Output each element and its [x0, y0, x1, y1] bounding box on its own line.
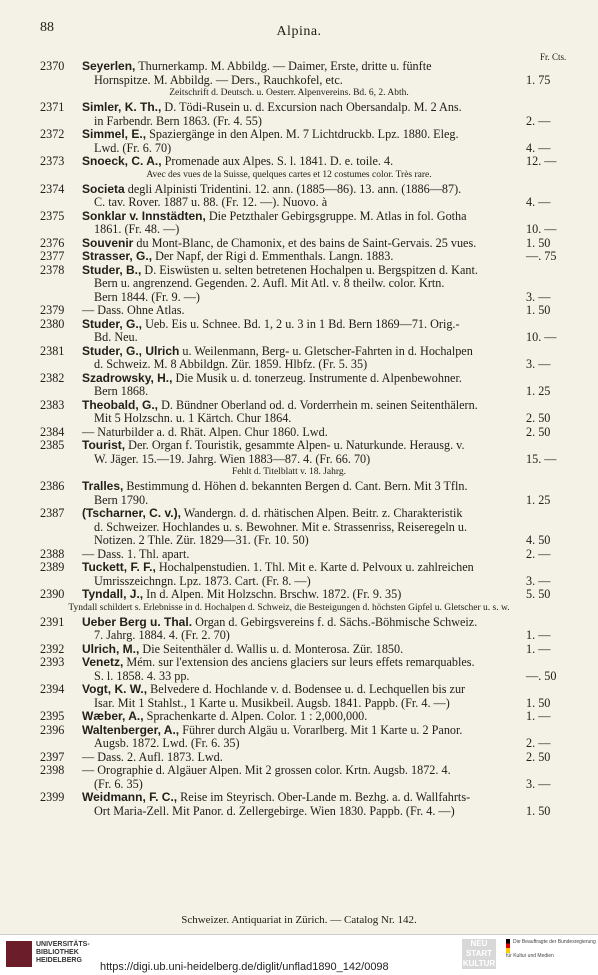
entry-line: (Fr. 6. 35): [94, 776, 143, 791]
flag-icon: [506, 939, 510, 953]
entry-price: 1. 25: [526, 492, 551, 507]
viewer-footer-bar: [0, 934, 598, 975]
bkm-logo: [506, 939, 596, 969]
entry-line: Theobald, G., D. Bündner Oberland od. d. Vorderrhein m. seinen Seitenthälern.: [82, 397, 478, 412]
entry-number: 2383: [40, 397, 65, 412]
entry-text: [82, 507, 532, 548]
catalog-entry: [0, 155, 598, 169]
entry-note: Zeitschrift d. Deutsch. u. Oesterr. Alpenvereins. Bd. 6, 2. Abth.: [169, 88, 409, 98]
neustart-kultur-logo: NEU START KULTUR: [462, 939, 496, 968]
catalog-entry: [0, 101, 598, 128]
catalog-entry: [0, 683, 598, 710]
entry-line: Simler, K. Th., D. Tödi-Rusein u. d. Excursion nach Obersandalp. M. 2 Ans.: [82, 100, 462, 114]
catalog-entry: [0, 643, 598, 657]
currency-label: Fr. Cts.: [540, 52, 567, 62]
catalog-entry: [0, 60, 598, 87]
bkm-text: Die Beauftragte der Bundesregierung für Kultur und Medien: [506, 939, 596, 959]
entry-price: —. 75: [526, 249, 557, 263]
entry-author: Studer, G.,: [82, 316, 143, 331]
entry-number: 2388: [40, 546, 65, 561]
entry-author: Weidmann, F. C.,: [82, 790, 178, 804]
entry-number: 2372: [40, 127, 65, 141]
entry-line: — Dass. 1. Thl. apart.: [82, 546, 190, 561]
entry-line: W. Jäger. 15.—19. Jahrg. Wien 1883—87. 4. (Fr. 66. 70): [94, 451, 371, 466]
entry-text: [82, 426, 532, 440]
entry-number: 2392: [40, 641, 65, 656]
entry-price: 3. —: [526, 573, 551, 588]
catalog-entry: [0, 656, 598, 683]
entry-line: Studer, G., Ulrich u. Weilenmann, Berg- u. Gletscher-Fahrten in d. Hochalpen: [82, 343, 473, 358]
entry-line: Tralles, Bestimmung d. Höhen d. bekannten Bergen d. Cant. Bern. Mit 3 Tfln.: [82, 479, 468, 493]
library-logo-icon: [6, 941, 32, 967]
entry-author: Tyndall, J.,: [82, 587, 144, 601]
entry-author: Snoeck, C. A.,: [82, 154, 162, 168]
entry-author: Szadrowsky, H.,: [82, 370, 173, 385]
entry-number: 2375: [40, 208, 65, 223]
entry-line: Lwd. (Fr. 6. 70): [94, 140, 172, 155]
entry-number: 2386: [40, 479, 65, 493]
entry-text: [82, 710, 532, 724]
catalog-entry: [0, 764, 598, 791]
entry-author: Vogt, K. W.,: [82, 682, 148, 696]
entry-line: Tourist, Der. Organ f. Touristik, gesammte Alpen- u. Naturkunde. Herausg. v.: [82, 438, 465, 452]
entry-author: Studer, B.,: [82, 262, 142, 277]
catalog-entry: [0, 561, 598, 588]
catalog-entry: [0, 183, 598, 210]
entry-text: [82, 616, 532, 643]
entry-line: Bern 1868.: [94, 384, 149, 398]
entry-text: [82, 751, 532, 765]
entry-line: Venetz, Mém. sur l'extension des anciens glaciers sur leurs effets remarquables.: [82, 655, 475, 669]
entry-line: Vogt, K. W., Belvedere d. Hochlande v. d. Bodensee u. d. Lechquellen bis zur: [82, 682, 466, 696]
entry-price: 3. —: [526, 776, 551, 791]
entry-line: in Farbendr. Bern 1863. (Fr. 4. 55): [94, 113, 262, 128]
entry-number: 2396: [40, 722, 65, 737]
entry-line: Snoeck, C. A., Promenade aux Alpes. S. l. 1841. D. e. toile. 4.: [82, 154, 394, 168]
catalog-entry: [0, 507, 598, 548]
entry-line: Ort Maria-Zell. Mit Panor. d. Zellergebirge. Wien 1830. Pappb. (Fr. 4. —): [94, 803, 455, 818]
catalog-entry: [0, 399, 598, 426]
entry-line: Mit 5 Holzschn. u. 1 Kärtch. Chur 1864.: [94, 411, 292, 425]
entry-price: 4. —: [526, 140, 551, 155]
entry-line: Ulrich, M., Die Seitenthäler d. Wallis u. d. Monterosa. Zür. 1850.: [82, 641, 404, 656]
catalog-entry: [0, 480, 598, 507]
entry-author: Seyerlen,: [82, 59, 136, 73]
entry-text: [82, 250, 532, 264]
entry-price: 1. 75: [526, 72, 551, 87]
entry-author: Souvenir: [82, 235, 134, 250]
entry-line: C. tav. Rover. 1887 u. 88. (Fr. 12. —). Nuovo. à: [94, 195, 328, 209]
catalog-entry: [0, 616, 598, 643]
entry-text: [82, 480, 532, 507]
entry-price: 1. —: [526, 641, 551, 656]
entry-number: 2391: [40, 614, 65, 629]
entry-line: Waltenberger, A., Führer durch Algäu u. Vorarlberg. Mit 1 Karte u. 2 Panor.: [82, 722, 463, 737]
entry-text: [82, 548, 532, 562]
entry-price: 1. 50: [526, 803, 551, 818]
entry-price: 12. —: [526, 154, 557, 168]
entry-number: 2374: [40, 181, 65, 196]
entry-price: 2. —: [526, 546, 551, 561]
entry-line: Strasser, G., Der Napf, der Rigi d. Emmenthals. Langn. 1883.: [82, 249, 394, 263]
entry-author: Studer, G., Ulrich: [82, 343, 180, 358]
entry-text: [82, 724, 532, 751]
entry-text: [82, 237, 532, 251]
running-title: Alpina.: [276, 24, 322, 39]
library-name: UNIVERSITÄTS- BIBLIOTHEK HEIDELBERG: [36, 941, 90, 964]
entry-note: Avec des vues de la Suisse, quelques cartes et 12 costumes color. Très rare.: [146, 169, 432, 180]
entry-line: Bd. Neu.: [94, 330, 138, 344]
entry-price: 2. —: [526, 736, 551, 750]
entry-line: Societa degli Alpinisti Tridentini. 12. ann. (1885—86). 13. ann. (1886—87).: [82, 181, 462, 196]
catalog-entry: [0, 318, 598, 345]
entry-author: Tralles,: [82, 479, 124, 493]
entry-author: Waltenberger, A.,: [82, 722, 180, 737]
entry-line: Isar. Mit 1 Stahlst., 1 Karte u. Musikbeil. Augsb. 1841. Pappb. (Fr. 4. —): [94, 695, 450, 710]
entry-author: Wæber, A.,: [82, 709, 144, 723]
entry-text: [82, 304, 532, 318]
entry-number: 2380: [40, 316, 65, 331]
catalog-entry: [0, 426, 598, 440]
permalink[interactable]: https://digi.ub.uni-heidelberg.de/diglit/unflad1890_142/0098: [100, 961, 389, 973]
entry-price: 15. —: [526, 451, 557, 466]
entry-line: Hornspitze. M. Abbildg. — Ders., Rauchkofel, etc.: [94, 72, 343, 87]
entry-text: [82, 101, 532, 128]
entry-line: Studer, G., Ueb. Eis u. Schnee. Bd. 1, 2 u. 3 in 1 Bd. Bern 1869—71. Orig.-: [82, 316, 460, 331]
entry-line: Bern 1844. (Fr. 9. —): [94, 289, 200, 304]
entry-line: Augsb. 1872. Lwd. (Fr. 6. 35): [94, 736, 240, 750]
entry-number: 2382: [40, 370, 65, 385]
entry-price: 5. 50: [526, 587, 551, 601]
entry-price: 4. —: [526, 195, 551, 209]
entry-price: 4. 50: [526, 533, 551, 547]
entry-number: 2387: [40, 506, 65, 520]
entry-line: 1861. (Fr. 48. —): [94, 222, 180, 236]
entry-price: 1. —: [526, 709, 551, 723]
entry-author: Ulrich, M.,: [82, 641, 140, 656]
entry-number: 2377: [40, 249, 65, 263]
entry-number: 2390: [40, 587, 65, 601]
catalog-entry: [0, 588, 598, 602]
entry-text: [82, 561, 532, 588]
entry-line: Notizen. 2 Thle. Zür. 1829—31. (Fr. 10. 50): [94, 533, 309, 547]
entry-line: — Dass. Ohne Atlas.: [82, 303, 185, 317]
entry-number: 2371: [40, 100, 65, 114]
entry-text: [82, 588, 532, 602]
entry-line: Tyndall, J., In d. Alpen. Mit Holzschn. Brschw. 1872. (Fr. 9. 35): [82, 587, 402, 601]
entry-list: [0, 60, 598, 818]
entry-line: Simmel, E., Spaziergänge in den Alpen. M. 7 Lichtdruckb. Lpz. 1880. Eleg.: [82, 127, 459, 141]
catalog-entry: [0, 210, 598, 237]
entry-text: [82, 656, 532, 683]
entry-number: 2398: [40, 763, 65, 777]
entry-text: [82, 155, 532, 169]
entry-author: Theobald, G.,: [82, 397, 159, 412]
catalog-entry: [0, 237, 598, 251]
entry-number: 2397: [40, 749, 65, 764]
entry-price: 2. —: [526, 113, 551, 128]
entry-line: Seyerlen, Thurnerkamp. M. Abbildg. — Daimer, Erste, dritte u. fünfte: [82, 59, 432, 73]
catalog-entry: [0, 710, 598, 724]
entry-price: 1. 50: [526, 235, 551, 250]
entry-number: 2385: [40, 438, 65, 452]
catalog-entry: [0, 751, 598, 765]
entry-text: [82, 345, 532, 372]
entry-author: Venetz,: [82, 655, 124, 669]
entry-text: [82, 683, 532, 710]
entry-price: —. 50: [526, 668, 557, 683]
entry-line: (Tscharner, C. v.), Wandergn. d. d. rhätischen Alpen. Beitr. z. Charakteristik: [82, 506, 463, 520]
entry-price: 3. —: [526, 357, 551, 371]
entry-text: [82, 764, 532, 791]
entry-price: 1. 50: [526, 303, 551, 317]
entry-price: 2. 50: [526, 424, 551, 439]
entry-line: — Orographie d. Algäuer Alpen. Mit 2 grossen color. Krtn. Augsb. 1872. 4.: [82, 763, 451, 777]
entry-price: 1. 50: [526, 695, 551, 710]
catalog-entry: [0, 439, 598, 466]
entry-number: 2395: [40, 709, 65, 723]
catalog-entry: [0, 724, 598, 751]
entry-line: Ueber Berg u. Thal. Organ d. Gebirgsvereins f. d. Sächs.-Böhmische Schweiz.: [82, 614, 478, 629]
entry-price: 1. —: [526, 628, 551, 642]
entry-text: [82, 439, 532, 466]
entry-text: [82, 372, 532, 399]
entry-text: [82, 128, 532, 155]
entry-price: 3. —: [526, 289, 551, 304]
entry-price: 2. 50: [526, 749, 551, 764]
entry-text: [82, 264, 532, 305]
entry-number: 2399: [40, 790, 65, 804]
entry-line: Szadrowsky, H., Die Musik u. d. tonerzeug. Instrumente d. Alpenbewohner.: [82, 370, 462, 385]
entry-line: Souvenir du Mont-Blanc, de Chamonix, et des bains de Saint-Gervais. 25 vues.: [82, 235, 477, 250]
catalog-entry: [0, 345, 598, 372]
entry-line: d. Schweizer. Hochlandes u. s. Bewohner. Mit e. Strassenriss, Reiseregeln u.: [94, 519, 467, 534]
entry-line: Studer, B., D. Eiswüsten u. selten betretenen Hochalpen u. Bergspitzen d. Kant.: [82, 262, 478, 277]
entry-number: 2381: [40, 343, 65, 358]
entry-text: [82, 399, 532, 426]
catalog-footer: Schweizer. Antiquariat in Zürich. — Catalog Nr. 142.: [181, 914, 417, 926]
entry-note: Tyndall schildert s. Erlebnisse in d. Hochalpen d. Schweiz, die Besteigungen d. höchsten Gipfel u. Gletscher u. s. w.: [68, 602, 510, 613]
entry-text: [82, 318, 532, 345]
entry-price: 2. 50: [526, 411, 551, 425]
entry-line: — Dass. 2. Aufl. 1873. Lwd.: [82, 749, 223, 764]
entry-line: Umrisszeichngn. Lpz. 1873. Cart. (Fr. 8. —): [94, 573, 311, 588]
entry-author: Sonklar v. Innstädten,: [82, 208, 206, 223]
entry-price: 10. —: [526, 330, 557, 344]
entry-line: — Naturbilder a. d. Rhät. Alpen. Chur 1860. Lwd.: [82, 424, 328, 439]
entry-price: 10. —: [526, 222, 557, 236]
entry-line: d. Schweiz. M. 8 Abbildgn. Zür. 1859. Hlbfz. (Fr. 5. 35): [94, 357, 368, 371]
entry-author: Strasser, G.,: [82, 249, 153, 263]
catalog-entry: [0, 128, 598, 155]
entry-number: 2393: [40, 655, 65, 669]
catalog-entry: [0, 791, 598, 818]
catalog-entry: [0, 250, 598, 264]
entry-number: 2379: [40, 303, 65, 317]
entry-number: 2389: [40, 560, 65, 574]
entry-number: 2373: [40, 154, 65, 168]
entry-line: 7. Jahrg. 1884. 4. (Fr. 2. 70): [94, 628, 230, 642]
catalog-entry: [0, 304, 598, 318]
entry-line: Weidmann, F. C., Reise im Steyrisch. Ober-Lande m. Bezhg. a. d. Wallfahrts-: [82, 790, 471, 804]
entry-author: (Tscharner, C. v.),: [82, 506, 181, 520]
sponsor-logo-icon: [396, 941, 446, 965]
entry-author: Societa: [82, 181, 125, 196]
entry-line: Wæber, A., Sprachenkarte d. Alpen. Color. 1 : 2,000,000.: [82, 709, 368, 723]
entry-text: [82, 60, 532, 87]
catalog-entry: [0, 372, 598, 399]
entry-price: 1. 25: [526, 384, 551, 398]
entry-number: 2370: [40, 59, 65, 73]
entry-text: [82, 791, 532, 818]
entry-line: Bern 1790.: [94, 492, 149, 507]
entry-text: [82, 643, 532, 657]
page-number: 88: [40, 20, 54, 35]
entry-author: Tourist,: [82, 438, 126, 452]
entry-line: S. l. 1858. 4. 33 pp.: [94, 668, 190, 683]
entry-text: [82, 183, 532, 210]
entry-author: Simler, K. Th.,: [82, 100, 162, 114]
entry-line: Tuckett, F. F., Hochalpenstudien. 1. Thl. Mit e. Karte d. Pelvoux u. zahlreichen: [82, 560, 474, 574]
entry-note: Fehlt d. Titelblatt v. 18. Jahrg.: [231, 467, 346, 477]
entry-author: Ueber Berg u. Thal.: [82, 614, 193, 629]
entry-number: 2384: [40, 424, 65, 439]
entry-line: Bern u. angrenzend. Gegenden. 2. Aufl. Mit Atl. v. 8 theilw. color. Krtn.: [94, 276, 445, 290]
catalog-entry: [0, 548, 598, 562]
entry-number: 2378: [40, 262, 65, 277]
entry-number: 2376: [40, 235, 65, 250]
entry-line: Sonklar v. Innstädten, Die Petzthaler Gebirgsgruppe. M. Atlas in fol. Gotha: [82, 208, 467, 223]
entry-text: [82, 210, 532, 237]
entry-number: 2394: [40, 682, 65, 696]
catalog-entry: [0, 264, 598, 305]
entry-author: Simmel, E.,: [82, 127, 147, 141]
entry-author: Tuckett, F. F.,: [82, 560, 156, 574]
